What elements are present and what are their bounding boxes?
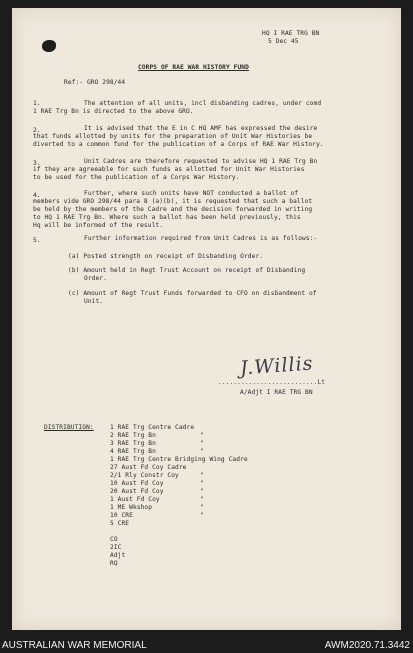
list-item-c-cont: Unit. (84, 298, 104, 305)
distribution-line: 1 RAE Trg Centre Bridging Wing Cadre (110, 456, 248, 463)
paragraph-line: that funds allotted by units for the preparation of Unit War Histories be (33, 133, 313, 140)
distribution-line: 2IC (110, 544, 122, 551)
ink-blot (42, 40, 56, 52)
footer-archive: AUSTRALIAN WAR MEMORIAL (2, 640, 147, 651)
paragraph-line: be held by the members of the Cadre and the decision forwarded in writing (33, 206, 313, 213)
paragraph-line: Further, where such units have NOT conducted a ballot of (84, 190, 299, 197)
paragraph-line: 1 RAE Trg Bn is directed to the above GRO. (33, 108, 194, 115)
header-unit: HQ I RAE TRG BN (262, 30, 320, 37)
signature-title: A/Adjt I RAE TRG BN (240, 389, 313, 396)
ditto-mark: " (200, 432, 204, 439)
distribution-line: RQ (110, 560, 118, 567)
ditto-mark: " (200, 448, 204, 455)
paragraph-number: 4. (33, 192, 41, 199)
ditto-mark: " (200, 488, 204, 495)
ditto-mark: " (200, 512, 204, 519)
footer-accession: AWM2020.71.3442 (324, 640, 410, 651)
distribution-line: 1 Aust Fd Coy (110, 496, 160, 503)
paragraph-line: The attention of all units, incl disbanding cadres, under comd (84, 100, 322, 107)
ditto-mark: " (200, 440, 204, 447)
distribution-line: 5 CRE (110, 520, 130, 527)
document-title: CORPS OF RAE WAR HISTORY FUND (138, 64, 249, 71)
paragraph-number: 1. (33, 100, 41, 107)
paragraph-line: Unit Cadres are therefore requested to advise HQ 1 RAE Trg Bn (84, 158, 318, 165)
paragraph-line: to be used for the publication of a Corps War History. (33, 174, 240, 181)
paragraph-line: if they are agreeable for such funds as allotted for Unit War Histories (33, 166, 305, 173)
distribution-line: 3 RAE Trg Bn (110, 440, 156, 447)
distribution-line: 10 Aust Fd Coy (110, 480, 164, 487)
paragraph-line: diverted to a common fund for the publication of a Corps of RAE War History. (33, 141, 324, 148)
distribution-line: 2 RAE Trg Bn (110, 432, 156, 439)
distribution-line: 10 CRE (110, 512, 133, 519)
paragraph-number: 2. (33, 127, 41, 134)
signature-line: ..........................Lt (218, 379, 326, 386)
distribution-line: 27 Aust Fd Coy Cadre (110, 464, 187, 471)
ditto-mark: " (200, 504, 204, 511)
handwritten-signature: J.Willis (239, 352, 315, 380)
ditto-mark: " (200, 480, 204, 487)
paragraph-line: to HQ 1 RAE Trg Bn. Where such a ballot has been held previously, this (33, 214, 301, 221)
paragraph-line: Hq will be informed of the result. (33, 222, 164, 229)
distribution-line: Adjt (110, 552, 126, 559)
ditto-mark: " (200, 496, 204, 503)
reference-line: Ref:- GRO 298/44 (64, 79, 126, 86)
list-item-c: (c) Amount of Regt Trust Funds forwarded to CFO on disbandment of (68, 290, 317, 297)
distribution-line: 20 Aust Fd Coy (110, 488, 164, 495)
ditto-mark: " (200, 472, 204, 479)
header-date: 5 Dec 45 (268, 38, 299, 45)
list-item-b: (b) Amount held in Regt Trust Account on receipt of Disbanding (68, 267, 306, 274)
paragraph-line: Further information required from Unit Cadres is as follows:- (84, 235, 318, 242)
distribution-line: 1 RAE Trg Centre Cadre (110, 424, 195, 431)
paragraph-line: members vide GRO 298/44 para 8 (a)(b), it is requested that such a ballot (33, 198, 313, 205)
paragraph-number: 3. (33, 160, 41, 167)
distribution-label: DISTRIBUTION: (44, 424, 94, 431)
list-item-a: (a) Posted strength on receipt of Disbanding Order. (68, 253, 264, 260)
distribution-line: 2/1 Rly Constr Coy (110, 472, 179, 479)
distribution-line: 1 ME Wkshop (110, 504, 153, 511)
list-item-b-cont: Order. (84, 275, 107, 282)
paragraph-line: It is advised that the E in C HQ AMF has expressed the desire (84, 125, 318, 132)
distribution-line: CO (110, 536, 118, 543)
paragraph-number: 5. (33, 237, 41, 244)
distribution-line: 4 RAE Trg Bn (110, 448, 156, 455)
